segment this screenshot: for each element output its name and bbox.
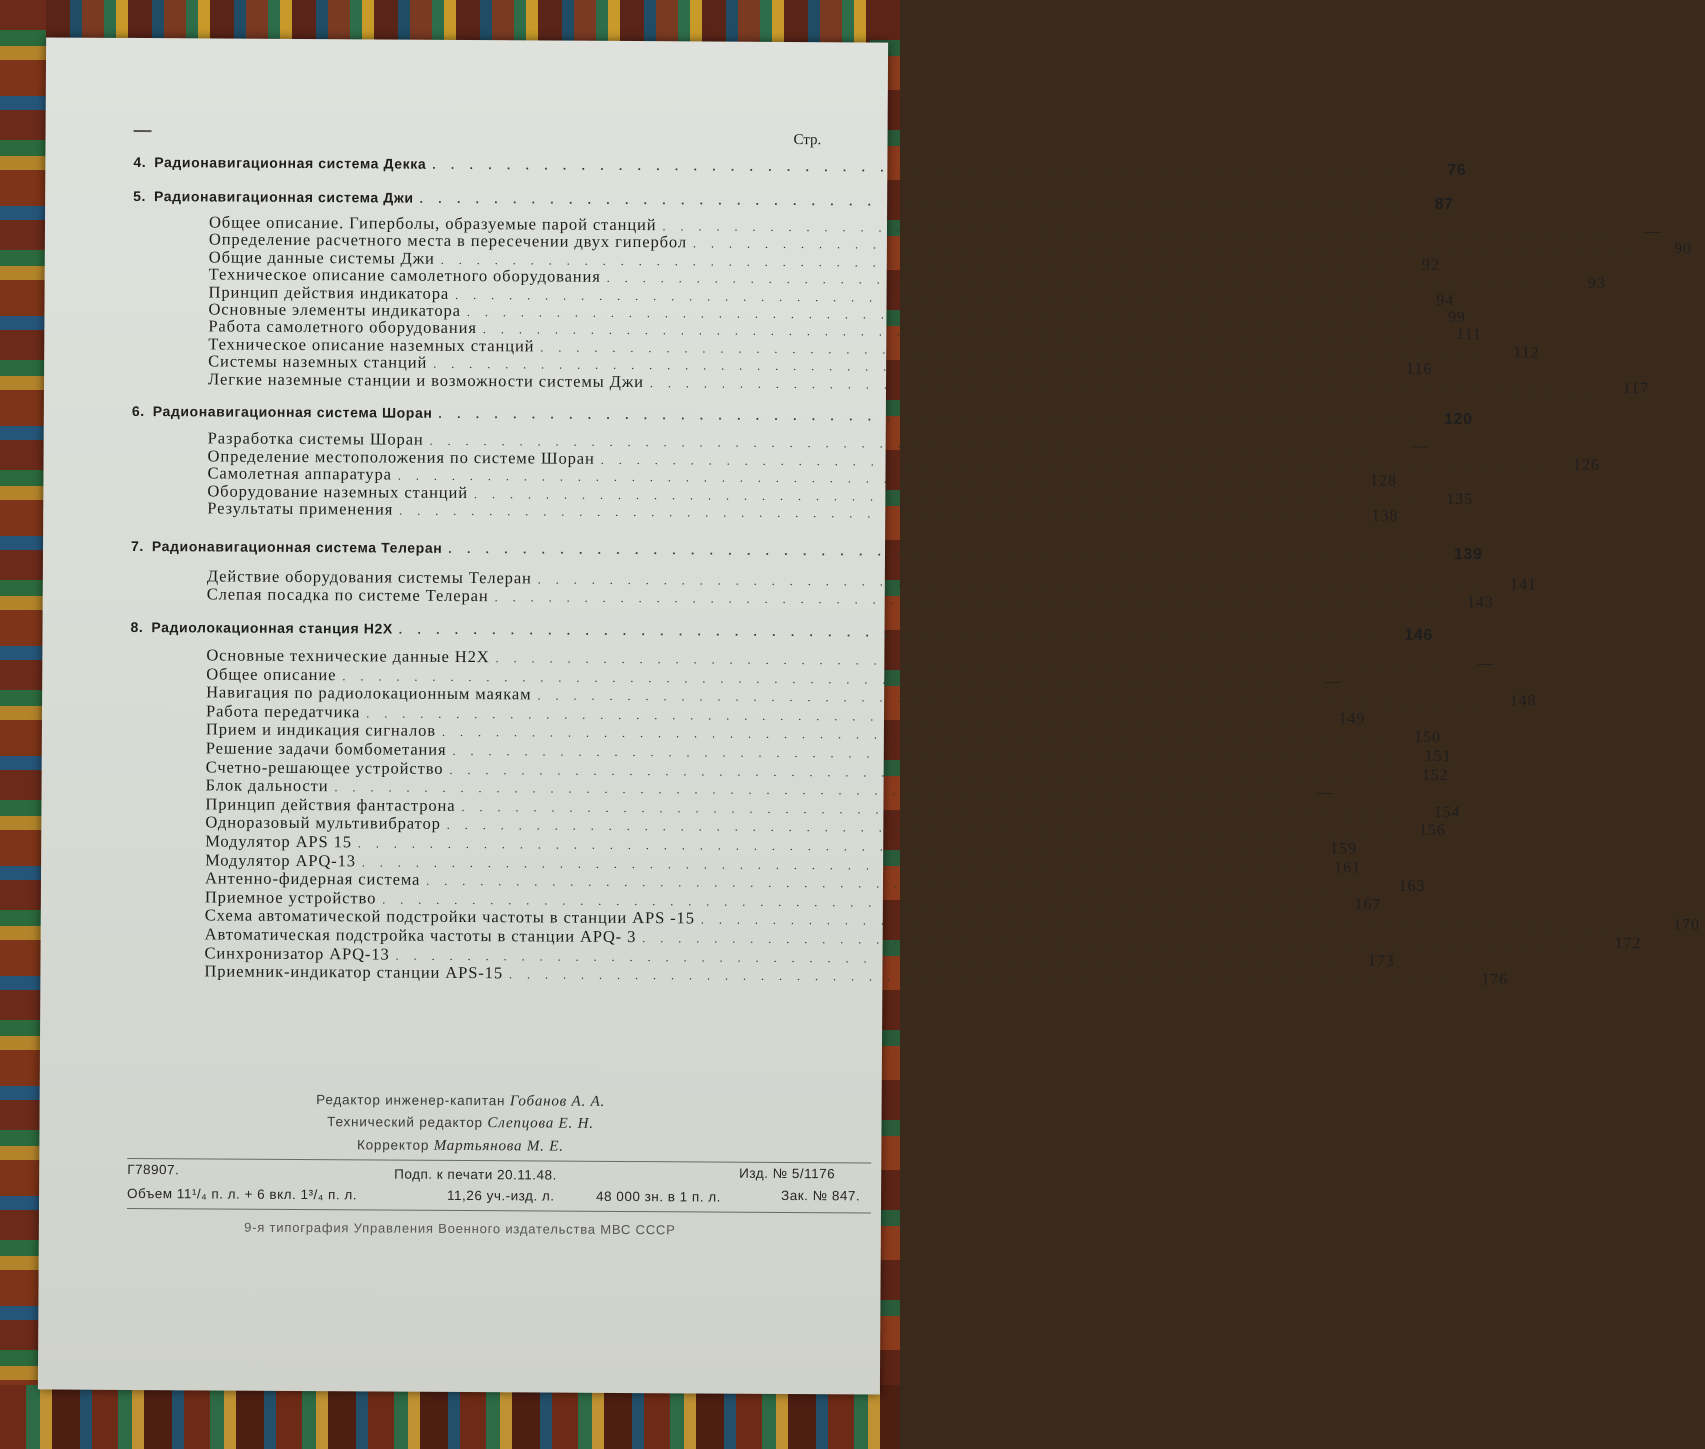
toc-item-title: Самолетная аппаратура xyxy=(207,463,392,484)
credit-editor-role: Редактор инженер-капитан xyxy=(316,1092,506,1109)
toc-chapter-title xyxy=(133,188,414,206)
toc-item-title: Работа самолетного оборудования xyxy=(208,316,477,338)
imprint-code: Г78907. xyxy=(127,1161,180,1178)
toc-chapter-number: 7. xyxy=(130,537,144,555)
toc-item-title: Принцип действия индикатора xyxy=(208,282,450,303)
toc-item-title: Блок дальности xyxy=(205,775,329,796)
imprint-zak: Зак. № 847. xyxy=(781,1187,861,1204)
toc-item-title: Одноразовый мультивибратор xyxy=(205,812,441,834)
dot-leader: . . . . . . . . . . . . . . . . . . . . . . . . . . . . . . . . . . . . . . . . . . . . . . . . . . . . . xyxy=(452,743,1398,764)
toc-item-page: 111 xyxy=(1456,326,1482,344)
dot-leader: . . . . . . . . . . . . . . . . . . . . . . . . . . . . . . . . . . . . . . . . . . . . . . . . . . . . . xyxy=(382,892,1328,913)
dot-leader: . . . . . . . . . . . . . . . . . . . . . . . . . . . . . . . . . . . . . . . . . . . . . . . . . . . . . xyxy=(342,668,1288,689)
credit-proofreader xyxy=(39,1135,881,1157)
imprint-signed: Подп. к печати 20.11.48. xyxy=(394,1166,557,1183)
toc-item-title: Антенно-фидерная система xyxy=(204,868,421,889)
toc-item-page: 94 xyxy=(1436,291,1455,309)
dot-leader: . . . . . . . . . . . . . . . . . . . . . . . . . . . . . . . . . . . . . . . . . . . . . . . . . . . . . xyxy=(700,912,1646,933)
toc-item-page: — xyxy=(1324,672,1342,690)
toc-item-title: Модулятор APQ-13 xyxy=(205,850,356,870)
background-rug-bottom xyxy=(0,1385,900,1449)
dot-leader: . . . . . . . . . . . . . . . . . . . . . . . . . . . . . . . . . . . . . . . . . . . . . . . . . . . . . xyxy=(449,762,1395,783)
toc-item-title: Автоматическая подстройка частоты в станции APQ- 3 xyxy=(204,924,637,947)
toc-item-page: 93 xyxy=(1587,275,1606,293)
toc-item-title: Модулятор APS 15 xyxy=(205,831,352,852)
dot-leader: . . . . . . . . . . . . . . . . . . . . . . . . . . . . . . . . . . . . . . . . . . . . . . . . . . . . . xyxy=(446,818,1392,839)
toc-chapter-text: Радионавигационная система Телеран xyxy=(151,538,443,556)
toc-item-page: 151 xyxy=(1424,747,1452,766)
dot-leader: . . . . . . . . . . . . . . . . . . . . . . . . . . . . . . . . . . . . . . . . . . . . . . . . . . . . . xyxy=(649,375,1595,396)
toc-item-title: Общее описание xyxy=(206,664,337,684)
dot-leader: . . . . . . . . . . . . . . . . . . . . . . . . . . . . . . . . . . . . . . . . . . . . . . . . . . . . . xyxy=(692,236,1639,257)
toc-item-page: 170 xyxy=(1673,916,1700,934)
toc-item-title: Определение расчетного места в пересечении двух гипербол xyxy=(208,229,688,252)
toc-item-page: 163 xyxy=(1398,877,1426,896)
toc-item-title: Системы наземных станций xyxy=(208,351,428,372)
toc-chapter xyxy=(130,618,1433,644)
dot-leader: . . . . . . . . . . . . . . . . . . . . . . . . . . . . . . . . . . . . . . . . . . . . . . . . . . . . . xyxy=(537,572,1483,593)
toc-chapter-title xyxy=(130,619,392,637)
toc-chapter-text: Радиолокационная станция H2X xyxy=(151,619,393,637)
toc-item-page: 172 xyxy=(1614,935,1642,953)
toc-item-page: — xyxy=(1644,223,1662,241)
toc-item-page: 117 xyxy=(1622,379,1649,397)
toc-chapter-text: Радионавигационная система Шоран xyxy=(152,403,433,421)
toc-chapter-title xyxy=(131,538,442,556)
dot-leader: . . . . . . . . . . . . . . . . . . . . . . . . . . . . . . . . . . . . . . . . . . . . . . . . . . . . . xyxy=(473,486,1420,507)
toc-chapter-text: Радионавигационная система Джи xyxy=(154,188,414,206)
toc-item-title: Навигация по радиолокационным маякам xyxy=(206,682,532,704)
toc-item-title: Действие оборудования системы Телеран xyxy=(206,566,532,588)
dot-leader: . . . . . . . . . . . . . . . . . . . . . . . . . . . . . . . . . . . . . . . . . . . . . . . . . . . . . xyxy=(540,340,1486,361)
credit-proof-name: Мартьянова М. Е. xyxy=(433,1137,564,1155)
imprint-volume: Объем 11¹/₄ п. л. + 6 вкл. 1³/₄ п. л. xyxy=(127,1185,358,1203)
toc-item-title: Разработка системы Шоран xyxy=(207,428,424,449)
dot-leader: . . . . . . . . . . . . . . . . . . . . . . . . . . . . . . . . . . . . . . . . . . . . . . . . . . . . . xyxy=(466,305,1412,325)
toc-item-title: Техническое описание самолетного оборудования xyxy=(208,264,601,287)
credit-tech-role: Технический редактор xyxy=(327,1114,483,1131)
toc-chapter-page: 87 xyxy=(1434,195,1454,214)
dot-leader: . . . . . . . . . . . . . . . . . . . . . . . . . . . . . . . . . . . . . . . . . . . . . . . . . . . . . xyxy=(432,157,1413,178)
toc-chapter xyxy=(131,402,1473,429)
toc-item-title: Общее описание. Гиперболы, образуемые парой станций xyxy=(208,212,657,235)
dot-leader: . . . . . . . . . . . . . . . . . . . . . . . . . . . . . . . . . . . . . . . . . . . . . . . . . . . . . xyxy=(361,854,1307,875)
toc-item-title: Синхронизатор APQ-13 xyxy=(204,943,390,964)
toc-item-page: 135 xyxy=(1446,490,1474,508)
dot-leader: . . . . . . . . . . . . . . . . . . . . . . . . . . . . . . . . . . . . . . . . . . . . . . . . . . . . . xyxy=(440,252,1386,273)
toc-item-title: Прием и индикация сигналов xyxy=(205,719,437,741)
toc-item-title: Приемник-индикатор станции APS-15 xyxy=(204,961,504,983)
toc-item-title: Схема автоматической подстройки частоты в станции APS -15 xyxy=(204,905,695,928)
dot-leader: . . . . . . . . . . . . . . . . . . . . . . . . . . . . . . . . . . . . . . . . . . . . . . . . . . . . . xyxy=(495,651,1441,671)
toc-item-title: Принцип действия фантастрона xyxy=(205,794,456,815)
toc-chapter-page: 120 xyxy=(1443,410,1473,429)
dot-leader: . . . . . . . . . . . . . . . . . . . . . . . . . . . . . . . . . . . . . . . . . . . . . . . . . . . . . xyxy=(461,799,1407,820)
page-column-header: Стр. xyxy=(793,132,822,149)
toc-item-page: 128 xyxy=(1370,472,1397,490)
credit-proof-role: Корректор xyxy=(356,1137,430,1153)
decorative-dash xyxy=(134,130,152,132)
toc-item-title: Техническое описание наземных станций xyxy=(208,334,535,356)
toc-item-title: Результаты применения xyxy=(207,498,394,519)
toc-item-title: Оборудование наземных станций xyxy=(207,481,469,502)
dot-leader: . . . . . . . . . . . . . . . . . . . . . . . . . . . . . . . . . . . . . . . . . . . . . . . . . . . . . xyxy=(433,356,1379,377)
dot-leader: . . . . . . . . . . . . . . . . . . . . . . . . . . . . . . . . . . . . . . . . . . . . . . . . . . . . . xyxy=(662,219,1608,239)
toc-item-title: Основные элементы индикатора xyxy=(208,299,461,320)
toc-item-page: 138 xyxy=(1371,507,1399,526)
toc-item-page: 99 xyxy=(1447,309,1466,327)
toc-item-page: — xyxy=(1411,437,1429,455)
toc-chapter-number: 4. xyxy=(133,153,147,171)
credit-editor-name: Гобанов А. А. xyxy=(509,1093,606,1110)
toc-item-page: 148 xyxy=(1509,692,1537,710)
dot-leader: . . . . . . . . . . . . . . . . . . . . . . . . . . . . . . . . . . . . . . . . . . . . . . . . . . . . . xyxy=(419,191,1400,212)
toc-item-page: 173 xyxy=(1367,952,1395,970)
toc-item-title: Счетно-решающее устройство xyxy=(205,757,444,778)
toc-chapter-number: 5. xyxy=(133,187,147,205)
dot-leader: . . . . . . . . . . . . . . . . . . . . . . . . . . . . . . . . . . . . . . . . . . . . . . . . . . . . . xyxy=(398,622,1379,643)
toc-item-title: Работа передатчика xyxy=(205,701,361,722)
credit-editor xyxy=(40,1090,882,1112)
dot-leader: . . . . . . . . . . . . . . . . . . . . . . . . . . . . . . . . . . . . . . . . . . . . . . . . . . . . . xyxy=(357,836,1303,857)
toc-item-page: 141 xyxy=(1510,576,1537,594)
toc-item-page: 154 xyxy=(1433,803,1461,821)
printer-line: 9-я типография Управления Военного издательства МВС СССР xyxy=(244,1219,676,1238)
toc-item-title: Слепая посадка по системе Телеран xyxy=(206,584,489,606)
dot-leader: . . . . . . . . . . . . . . . . . . . . . . . . . . . . . . . . . . . . . . . . . . . . . . . . . . . . . xyxy=(429,433,1375,454)
toc-item-page: — xyxy=(1477,655,1495,673)
dot-leader: . . . . . . . . . . . . . . . . . . . . . . . . . . . . . . . . . . . . . . . . . . . . . . . . . . . . . xyxy=(537,688,1483,709)
toc-item-page: 143 xyxy=(1466,594,1494,612)
imprint-uch: 11,26 уч.-изд. л. xyxy=(447,1187,555,1204)
dot-leader: . . . . . . . . . . . . . . . . . . . . . . . . . . . . . . . . . . . . . . . . . . . . . . . . . . . . . xyxy=(494,590,1440,610)
toc-item-page: 159 xyxy=(1330,840,1357,858)
toc-chapter-page: 76 xyxy=(1447,162,1467,180)
toc-chapter-page: 146 xyxy=(1404,626,1433,644)
toc-chapter xyxy=(133,187,1454,214)
divider-top xyxy=(127,1158,871,1164)
dot-leader: . . . . . . . . . . . . . . . . . . . . . . . . . . . . . . . . . . . . . . . . . . . . . . . . . . . . . xyxy=(448,541,1429,562)
toc-item-title: Определение местоположения по системе Шоран xyxy=(207,446,595,468)
toc-chapter-page: 139 xyxy=(1453,546,1483,564)
dot-leader: . . . . . . . . . . . . . . . . . . . . . . . . . . . . . . . . . . . . . . . . . . . . . . . . . . . . . xyxy=(334,780,1280,801)
credit-tech-name: Слепцова Е. Н. xyxy=(487,1115,594,1132)
dot-leader: . . . . . . . . . . . . . . . . . . . . . . . . . . . . . . . . . . . . . . . . . . . . . . . . . . . . . xyxy=(600,452,1546,473)
dot-leader: . . . . . . . . . . . . . . . . . . . . . . . . . . . . . . . . . . . . . . . . . . . . . . . . . . . . . xyxy=(395,948,1341,968)
toc-item-title: Приемное устройство xyxy=(204,887,377,908)
dot-leader: . . . . . . . . . . . . . . . . . . . . . . . . . . . . . . . . . . . . . . . . . . . . . . . . . . . . . xyxy=(438,406,1419,427)
toc-chapter xyxy=(130,537,1483,564)
toc-chapter-text: Радионавигационная система Декка xyxy=(154,154,427,172)
book-page xyxy=(38,37,1700,1394)
dot-leader: . . . . . . . . . . . . . . . . . . . . . . . . . . . . . . . . . . . . . . . . . . . . . . . . . . . . . xyxy=(399,503,1345,524)
toc-item-title: Общие данные системы Джи xyxy=(208,247,435,268)
toc-item-title: Решение задачи бомбометания xyxy=(205,738,447,759)
toc-item xyxy=(206,584,1494,612)
toc-item-title: Основные технические данные H2X xyxy=(206,645,490,667)
dot-leader: . . . . . . . . . . . . . . . . . . . . . . . . . . . . . . . . . . . . . . . . . . . . . . . . . . . . . xyxy=(508,967,1455,988)
dot-leader: . . . . . . . . . . . . . . . . . . . . . . . . . . . . . . . . . . . . . . . . . . . . . . . . . . . . . xyxy=(366,706,1312,726)
dot-leader: . . . . . . . . . . . . . . . . . . . . . . . . . . . . . . . . . . . . . . . . . . . . . . . . . . . . . xyxy=(642,931,1588,951)
toc-chapter-title xyxy=(132,403,433,421)
dot-leader: . . . . . . . . . . . . . . . . . . . . . . . . . . . . . . . . . . . . . . . . . . . . . . . . . . . . . xyxy=(426,873,1372,894)
dot-leader: . . . . . . . . . . . . . . . . . . . . . . . . . . . . . . . . . . . . . . . . . . . . . . . . . . . . . xyxy=(455,287,1401,308)
toc-item-page: 152 xyxy=(1421,766,1449,784)
toc-chapter-title xyxy=(133,154,426,172)
toc-item-page: 149 xyxy=(1338,710,1366,728)
toc-item-page: 176 xyxy=(1481,971,1509,989)
dot-leader: . . . . . . . . . . . . . . . . . . . . . . . . . . . . . . . . . . . . . . . . . . . . . . . . . . . . . xyxy=(606,271,1552,291)
toc-item-page: 167 xyxy=(1354,896,1382,914)
credit-tech-editor xyxy=(39,1112,881,1134)
toc-item-page: 92 xyxy=(1421,256,1440,274)
imprint-izd: Изд. № 5/1176 xyxy=(739,1165,836,1182)
divider-bottom xyxy=(127,1208,871,1214)
toc-item-page: 161 xyxy=(1334,858,1361,877)
toc-item-page: 156 xyxy=(1419,822,1446,840)
toc-chapter xyxy=(133,153,1467,180)
toc-chapter-number: 6. xyxy=(131,402,145,420)
toc-item-page: 116 xyxy=(1406,360,1433,379)
dot-leader: . . . . . . . . . . . . . . . . . . . . . . . . . . . . . . . . . . . . . . . . . . . . . . . . . . . . . xyxy=(482,322,1428,343)
toc-item-page: 90 xyxy=(1674,240,1693,258)
imprint-signs: 48 000 зн. в 1 п. л. xyxy=(596,1188,721,1205)
toc-item-page: — xyxy=(1316,784,1334,802)
toc-item xyxy=(207,498,1399,526)
toc-item-page: 112 xyxy=(1513,344,1540,362)
toc-item-page: 126 xyxy=(1572,456,1600,474)
dot-leader: . . . . . . . . . . . . . . . . . . . . . . . . . . . . . . . . . . . . . . . . . . . . . . . . . . . . . xyxy=(441,725,1388,746)
toc-item-title: Легкие наземные станции и возможности системы Джи xyxy=(207,369,644,391)
toc-chapter-number: 8. xyxy=(130,618,144,636)
dot-leader: . . . . . . . . . . . . . . . . . . . . . . . . . . . . . . . . . . . . . . . . . . . . . . . . . . . . . xyxy=(397,468,1343,489)
toc-item-page: 150 xyxy=(1414,729,1442,747)
